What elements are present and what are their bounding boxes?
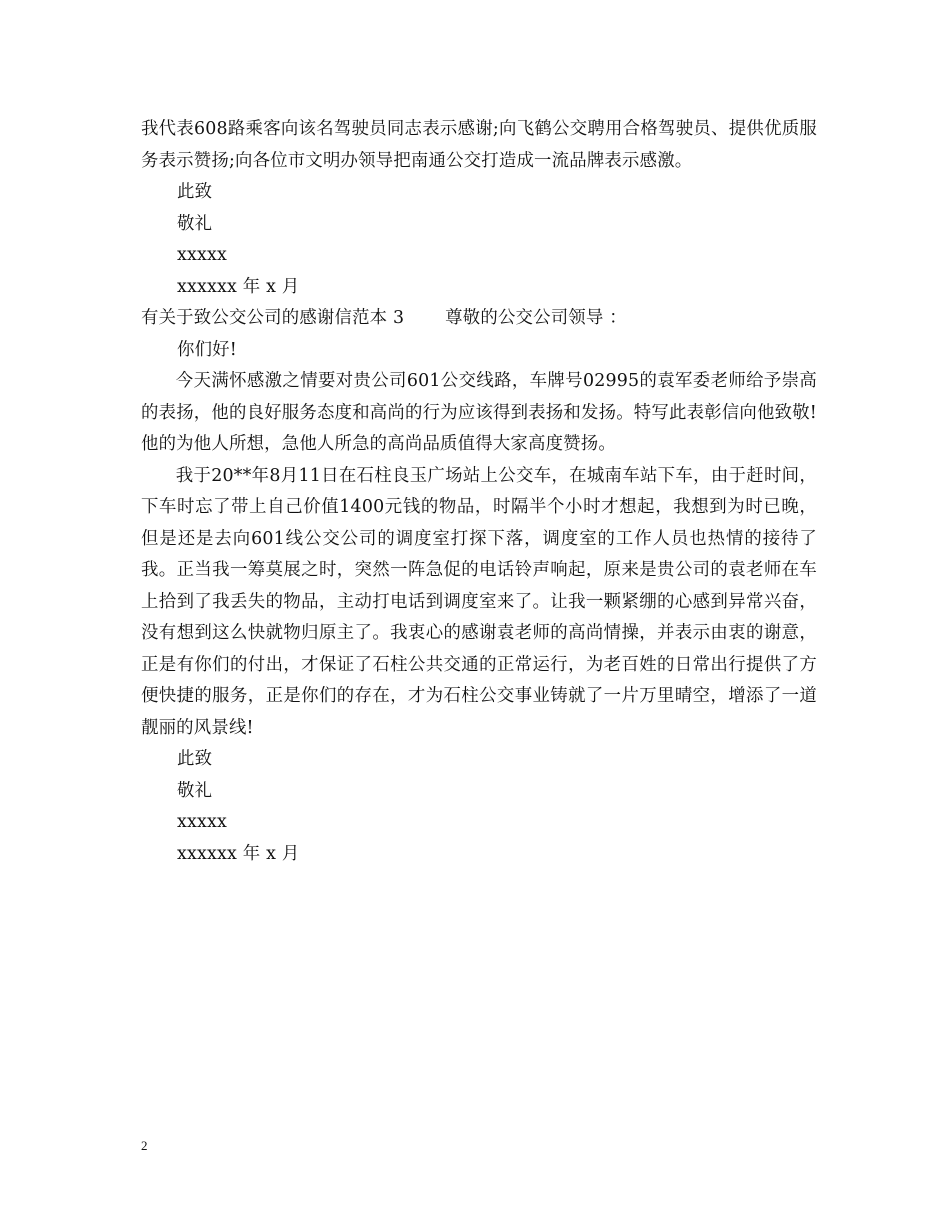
page-number: 2 <box>141 1138 148 1153</box>
closing-signer: xxxxx <box>177 812 228 832</box>
closing-respect: 敬礼 <box>177 780 213 801</box>
closing-salutation: 此致 <box>177 182 213 202</box>
closing-respect: 敬礼 <box>177 213 213 234</box>
closing-block-1 <box>141 177 817 303</box>
closing-block-2 <box>141 744 817 870</box>
document-body <box>141 114 817 870</box>
body-paragraph-1: 今天满怀感激之情要对贵公司601公交线路，车牌号02995的袁军委老师给予崇高的表扬，他的良好服务态度和高尚的行为应该得到表扬和发扬。特写此表彰信向他致敬!他的为他人所想，急他人所急的高尚品质值得大家高度赞扬。 <box>141 371 817 454</box>
closing-date: xxxxxx 年 x 月 <box>177 276 300 297</box>
closing-signer: xxxxx <box>177 245 228 265</box>
body-paragraph-2: 我于20**年8月11日在石柱良玉广场站上公交车，在城南车站下车，由于赶时间，下车时忘了带上自己价值1400元钱的物品，时隔半个小时才想起，我想到为时已晚，但是还是去向601线公交公司的调度室打探下落，调度室的工作人员也热情的接待了我。正当我一筹莫展之时，突然一阵急促的电话铃声响起，原来是贵公司的袁老师在车上拾到了我丢失的物品，主动打电话到调度室来了。让我一颗紧绷的心感到异常兴奋，没有想到这么快就物归原主了。我衷心的感谢袁老师的高尚情操，并表示由衷的谢意，正是有你们的付出，才保证了石柱公共交通的正常运行，为老百姓的日常出行提供了方便快捷的服务，正是你们的存在，才为石柱公交事业铸就了一片万里晴空，增添了一道靓丽的风景线! <box>141 465 817 738</box>
paragraph-thanks: 我代表608路乘客向该名驾驶员同志表示感谢;向飞鹤公交聘用合格驾驶员、提供优质服务表示赞扬;向各位市文明办领导把南通公交打造成一流品牌表示感激。 <box>141 119 817 171</box>
greeting: 你们好! <box>177 339 237 360</box>
section-heading: 有关于致公交公司的感谢信范本 3 尊敬的公交公司领导 ： <box>141 308 627 328</box>
closing-date: xxxxxx 年 x 月 <box>177 843 300 864</box>
closing-salutation: 此致 <box>177 749 213 769</box>
